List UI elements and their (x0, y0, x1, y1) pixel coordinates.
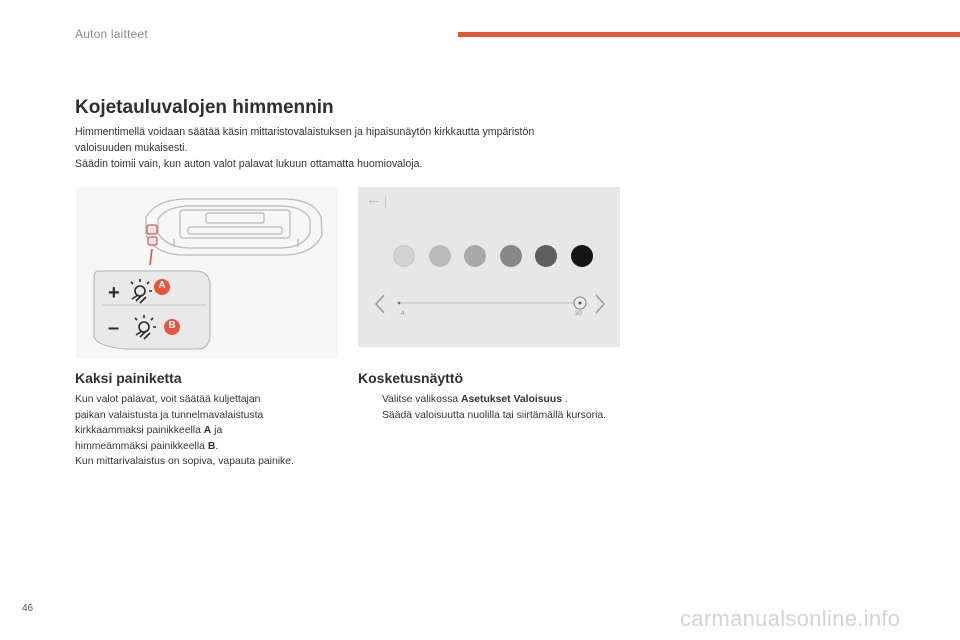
touchscreen-brightness-illustration (358, 187, 620, 347)
button-b-reference: B (207, 440, 216, 452)
chevron-right-icon[interactable] (596, 295, 604, 313)
bullet-arrow-icon (360, 408, 382, 424)
two-buttons-line-4: himmeämmäksi painikkeella B. (75, 440, 219, 452)
svg-text:–: – (108, 317, 120, 339)
button-a-badge: A (158, 280, 166, 291)
page-number: 46 (22, 603, 34, 614)
menu-path: Asetukset Valoisuus (460, 394, 562, 405)
bullet-arrow-icon (360, 392, 382, 408)
two-buttons-line-5: Kun mittarivalaistus on sopiva, vapauta painike. (75, 456, 294, 467)
swatch-6[interactable] (571, 245, 593, 267)
two-buttons-line-1: Kun valot palavat, voit säätää kuljettajan (75, 394, 261, 405)
touchscreen-instructions (360, 392, 630, 423)
slider-min-label: 4 (401, 311, 405, 317)
section-title-two-buttons: Kaksi painiketta (75, 370, 182, 386)
intro-text (75, 124, 635, 172)
dimmer-buttons-drawing (76, 187, 338, 358)
slider-max-label: 30 (575, 311, 582, 317)
two-buttons-text (75, 392, 350, 470)
section-title-touchscreen: Kosketusnäyttö (358, 370, 464, 386)
intro-line-1: Himmentimellä voidaan säätää käsin mittaristovalaistuksen ja hipaisunäytön kirkkautta ympäristön (75, 126, 535, 138)
watermark: carmanualsonline.info (680, 606, 901, 631)
page-title: Kojetauluvalojen himmennin (75, 97, 334, 118)
svg-text:+: + (108, 282, 120, 304)
swatch-3[interactable] (464, 245, 486, 267)
brightness-swatches (393, 245, 593, 269)
swatch-2[interactable] (429, 245, 451, 267)
section-header-title: Auton laitteet (75, 27, 148, 41)
slider-cursor[interactable] (574, 297, 586, 309)
swatch-5[interactable] (535, 245, 557, 267)
intro-line-3: Säädin toimii vain, kun auton valot palavat lukuun ottamatta huomiovaloja. (75, 158, 423, 170)
instruction-item-2: Säädä valoisuutta nuolilla tai siirtämällä kursoria. (360, 408, 630, 424)
chevron-left-icon[interactable] (376, 295, 384, 313)
back-arrow-icon[interactable]: ← (366, 191, 381, 208)
header-accent-bar (458, 32, 960, 37)
swatch-4[interactable] (500, 245, 522, 267)
two-buttons-line-3: kirkkaammaksi painikkeella A ja (75, 425, 223, 436)
dimmer-buttons-illustration (76, 187, 338, 358)
back-separator (385, 196, 386, 208)
swatch-1[interactable] (393, 245, 415, 267)
button-a-reference: A (203, 425, 212, 436)
intro-line-2: valoisuuden mukaisesti. (75, 142, 188, 154)
two-buttons-line-2: paikan valaistusta ja tunnelmavalaistusta (75, 409, 264, 421)
instruction-item-1: Valitse valikossa Asetukset Valoisuus . (360, 392, 630, 408)
button-b-badge: B (168, 320, 176, 331)
